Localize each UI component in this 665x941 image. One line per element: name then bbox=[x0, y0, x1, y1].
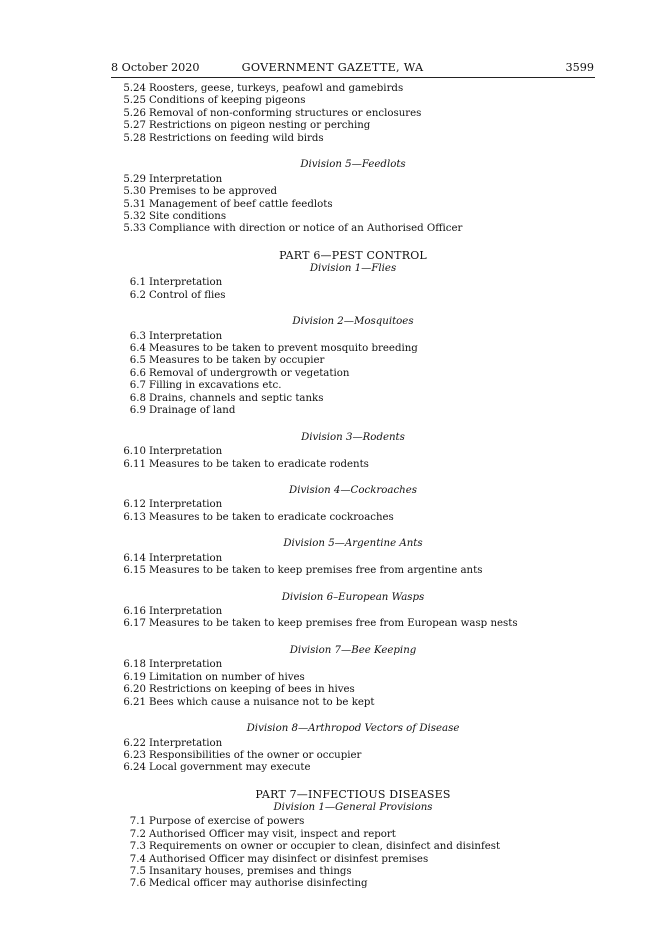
toc-entry bbox=[111, 331, 595, 343]
toc-entry bbox=[111, 841, 595, 853]
toc-entry-number: 5.29 bbox=[123, 173, 146, 185]
header-page-number: 3599 bbox=[565, 61, 594, 74]
toc-entry-number: 5.33 bbox=[123, 223, 146, 235]
toc-entry-title: Interpretation bbox=[149, 552, 223, 564]
toc-entry-number: 6.9 bbox=[129, 405, 146, 417]
toc-entry-title: Purpose of exercise of powers bbox=[149, 816, 305, 828]
toc-entry bbox=[111, 368, 595, 380]
toc-entry-title: Interpretation bbox=[149, 737, 223, 749]
toc-entry-title: Local government may execute bbox=[149, 762, 311, 774]
toc-entry-number: 6.1 bbox=[129, 277, 146, 289]
toc-entry-number: 6.12 bbox=[123, 499, 146, 511]
table-of-contents bbox=[111, 83, 595, 891]
toc-entry bbox=[111, 499, 595, 511]
toc-entry bbox=[111, 459, 595, 471]
division-heading: Division 3—Rodents bbox=[301, 431, 405, 443]
toc-entry-title: Restrictions on feeding wild birds bbox=[149, 132, 324, 144]
toc-entry bbox=[111, 854, 595, 866]
toc-entry bbox=[111, 750, 595, 762]
toc-entry-number: 5.32 bbox=[123, 210, 146, 222]
toc-entry-title: Medical officer may authorise disinfecting bbox=[149, 878, 368, 890]
toc-entry bbox=[111, 343, 595, 355]
division-heading: Division 5—Argentine Ants bbox=[283, 538, 423, 550]
toc-entry-title: Interpretation bbox=[149, 499, 223, 511]
toc-entry-title: Authorised Officer may disinfect or disinfest premises bbox=[149, 853, 429, 865]
header-rule bbox=[111, 77, 595, 78]
toc-entry bbox=[111, 829, 595, 841]
toc-entry bbox=[111, 878, 595, 890]
toc-entry-number: 6.10 bbox=[123, 446, 146, 458]
toc-entry bbox=[111, 108, 595, 120]
toc-entry bbox=[111, 277, 595, 289]
toc-entry-title: Measures to be taken to prevent mosquito breeding bbox=[149, 343, 418, 354]
toc-entry-title: Removal of non-conforming structures or enclosures bbox=[149, 107, 422, 119]
toc-entry-title: Measures to be taken to eradicate rodents bbox=[149, 458, 369, 470]
toc-entry-number: 6.11 bbox=[123, 458, 146, 470]
toc-entry bbox=[111, 380, 595, 392]
toc-entry bbox=[111, 553, 595, 565]
toc-entry-number: 7.1 bbox=[129, 816, 146, 828]
toc-entry-title: Drainage of land bbox=[149, 405, 236, 417]
toc-entry-title: Filling in excavations etc. bbox=[149, 380, 282, 392]
toc-entry-number: 6.17 bbox=[123, 618, 146, 630]
toc-entry-number: 6.20 bbox=[123, 684, 146, 696]
toc-entry-number: 5.25 bbox=[123, 95, 146, 107]
toc-entry-number: 7.4 bbox=[129, 853, 146, 865]
toc-entry-title: Interpretation bbox=[149, 173, 223, 185]
toc-entry bbox=[111, 738, 595, 750]
toc-entry-number: 6.2 bbox=[129, 289, 146, 301]
toc-entry-title: Compliance with direction or notice of an Authorised Officer bbox=[149, 223, 463, 235]
toc-entry bbox=[111, 659, 595, 671]
toc-entry-number: 6.3 bbox=[129, 330, 146, 342]
toc-entry-title: Requirements on owner or occupier to clean, disinfect and disinfest bbox=[149, 841, 501, 853]
toc-entry-title: Restrictions on pigeon nesting or perching bbox=[149, 120, 371, 132]
toc-entry-title: Roosters, geese, turkeys, peafowl and gamebirds bbox=[149, 83, 404, 94]
toc-entry-title: Limitation on number of hives bbox=[149, 671, 305, 683]
division-heading: Division 2—Mosquitoes bbox=[292, 316, 414, 328]
toc-entry-number: 6.13 bbox=[123, 511, 146, 523]
toc-entry-title: Conditions of keeping pigeons bbox=[149, 95, 306, 107]
toc-entry bbox=[111, 697, 595, 709]
toc-entry bbox=[111, 120, 595, 132]
toc-entry-title: Bees which cause a nuisance not to be kept bbox=[149, 696, 375, 708]
toc-entry bbox=[111, 95, 595, 107]
toc-entry-number: 7.5 bbox=[129, 866, 146, 877]
toc-entry-number: 5.27 bbox=[123, 120, 146, 132]
toc-entry-title: Measures to be taken to keep premises free from European wasp nests bbox=[149, 618, 518, 630]
toc-entry-number: 6.5 bbox=[129, 355, 146, 367]
toc-entry-title: Authorised Officer may visit, inspect and report bbox=[149, 828, 396, 840]
toc-entry-number: 6.24 bbox=[123, 762, 146, 774]
toc-entry-number: 6.6 bbox=[129, 367, 146, 379]
toc-entry-title: Measures to be taken to eradicate cockroaches bbox=[149, 511, 394, 523]
division-heading: Division 1—Flies bbox=[309, 262, 397, 274]
toc-entry bbox=[111, 565, 595, 577]
toc-entry-title: Interpretation bbox=[149, 606, 223, 617]
toc-entry bbox=[111, 199, 595, 211]
toc-entry-number: 5.24 bbox=[123, 83, 146, 94]
toc-entry bbox=[111, 133, 595, 145]
toc-entry-title: Management of beef cattle feedlots bbox=[149, 198, 333, 210]
division-heading: Division 7—Bee Keeping bbox=[289, 644, 417, 656]
division-heading: Division 1—General Provisions bbox=[273, 801, 433, 813]
toc-entry bbox=[111, 684, 595, 696]
toc-entry-number: 6.19 bbox=[123, 671, 146, 683]
division-heading: Division 8—Arthropod Vectors of Disease bbox=[246, 723, 460, 735]
division-heading: Division 5—Feedlots bbox=[300, 159, 406, 171]
toc-entry bbox=[111, 446, 595, 458]
toc-entry bbox=[111, 606, 595, 618]
toc-entry-title: Drains, channels and septic tanks bbox=[149, 392, 324, 404]
toc-entry bbox=[111, 174, 595, 186]
toc-entry-number: 6.14 bbox=[123, 552, 146, 564]
toc-entry-title: Measures to be taken by occupier bbox=[149, 355, 325, 367]
toc-entry bbox=[111, 618, 595, 630]
toc-entry bbox=[111, 290, 595, 302]
toc-entry-title: Removal of undergrowth or vegetation bbox=[149, 367, 350, 379]
toc-entry-title: Site conditions bbox=[149, 210, 227, 222]
header-publication-title: GOVERNMENT GAZETTE, WA bbox=[241, 61, 424, 74]
toc-entry bbox=[111, 393, 595, 405]
part-heading: PART 6—PEST CONTROL bbox=[279, 248, 427, 262]
toc-entry bbox=[111, 355, 595, 367]
toc-entry-number: 6.7 bbox=[129, 380, 146, 392]
toc-entry-number: 7.2 bbox=[129, 828, 146, 840]
toc-entry bbox=[111, 405, 595, 417]
toc-entry-title: Interpretation bbox=[149, 277, 223, 289]
toc-entry-title: Responsibilities of the owner or occupier bbox=[149, 749, 362, 761]
toc-entry-number: 6.16 bbox=[123, 606, 146, 617]
division-heading: Division 6–European Wasps bbox=[281, 591, 425, 603]
toc-entry-number: 6.15 bbox=[123, 565, 146, 577]
toc-entry-number: 6.4 bbox=[129, 343, 146, 354]
toc-entry bbox=[111, 211, 595, 223]
part-heading: PART 7—INFECTIOUS DISEASES bbox=[255, 787, 451, 801]
toc-entry bbox=[111, 672, 595, 684]
toc-entry-number: 7.6 bbox=[129, 878, 146, 890]
toc-entry-number: 6.21 bbox=[123, 696, 146, 708]
toc-entry bbox=[111, 762, 595, 774]
toc-entry-title: Insanitary houses, premises and things bbox=[149, 866, 352, 877]
toc-entry-number: 6.18 bbox=[123, 659, 146, 671]
toc-entry-title: Interpretation bbox=[149, 330, 223, 342]
header-date: 8 October 2020 bbox=[111, 61, 200, 74]
toc-entry-title: Premises to be approved bbox=[149, 186, 278, 198]
toc-entry bbox=[111, 186, 595, 198]
toc-entry bbox=[111, 866, 595, 878]
toc-entry-number: 5.28 bbox=[123, 132, 146, 144]
toc-entry-title: Measures to be taken to keep premises free from argentine ants bbox=[149, 565, 483, 577]
toc-entry bbox=[111, 223, 595, 235]
toc-entry-number: 6.22 bbox=[123, 737, 146, 749]
toc-entry-title: Restrictions on keeping of bees in hives bbox=[149, 684, 355, 696]
toc-entry bbox=[111, 816, 595, 828]
toc-entry-number: 6.23 bbox=[123, 749, 146, 761]
division-heading: Division 4—Cockroaches bbox=[289, 484, 417, 496]
toc-entry-number: 7.3 bbox=[129, 841, 146, 853]
toc-entry-title: Control of flies bbox=[149, 289, 226, 301]
toc-entry bbox=[111, 83, 595, 95]
toc-entry bbox=[111, 512, 595, 524]
toc-entry-number: 5.30 bbox=[123, 186, 146, 198]
toc-entry-number: 6.8 bbox=[129, 392, 146, 404]
toc-entry-title: Interpretation bbox=[149, 659, 223, 671]
toc-entry-number: 5.26 bbox=[123, 107, 146, 119]
toc-entry-title: Interpretation bbox=[149, 446, 223, 458]
toc-entry-number: 5.31 bbox=[123, 198, 146, 210]
